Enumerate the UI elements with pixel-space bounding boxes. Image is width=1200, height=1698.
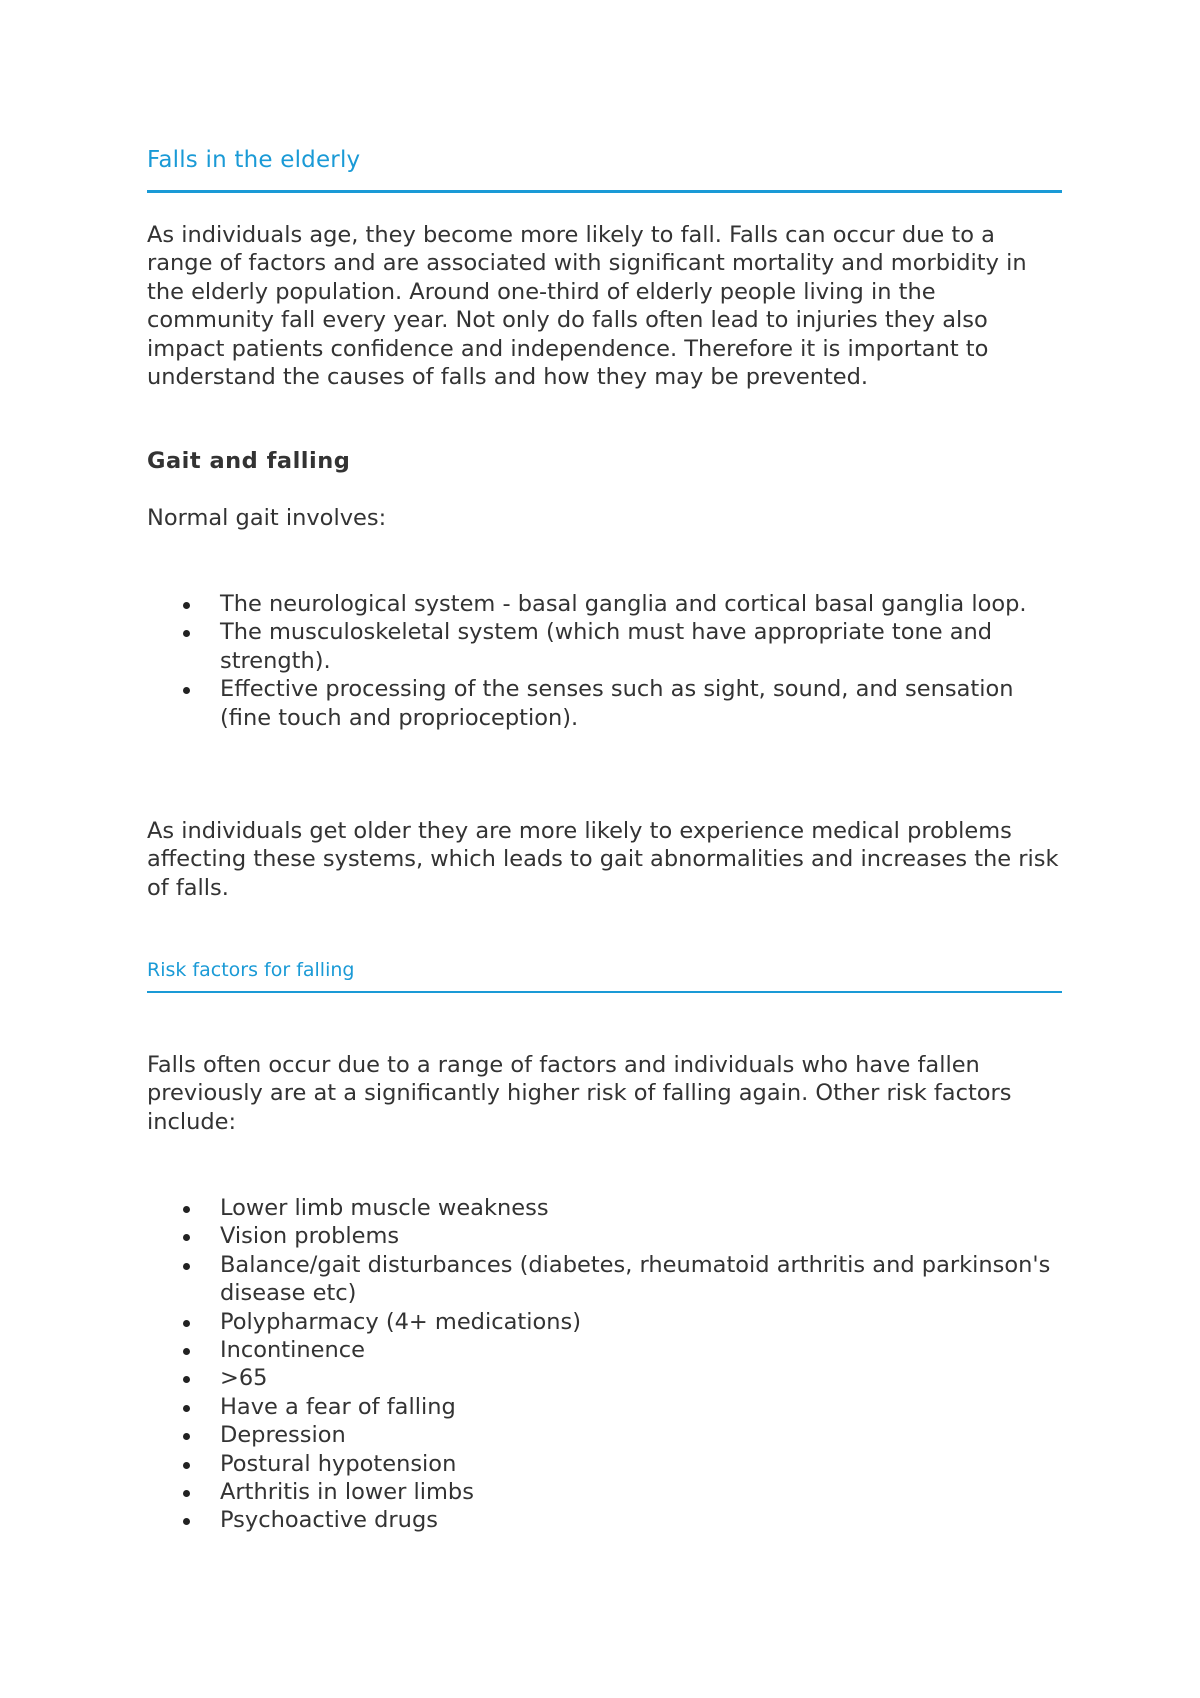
list-item-text: The neurological system - basal ganglia and cortical basal ganglia loop. <box>220 591 1027 617</box>
bullet-icon <box>183 602 190 609</box>
bullet-icon <box>183 1234 190 1241</box>
list-item <box>147 1251 1070 1308</box>
bullet-icon <box>183 1490 190 1497</box>
intro-paragraph: As individuals age, they become more likely to fall. Falls can occur due to a range of factors and are associated with significant mortality and morbidity in the elderly population. Around one-third of elderly people living in the community fall every year. Not only do falls often lead to injuries they also impact patients confidence and independence. Therefore it is important to understand the causes of falls and how they may be prevented. <box>147 222 1027 391</box>
list-item-text: Depression <box>220 1422 346 1449</box>
bullet-icon <box>183 1206 190 1213</box>
list-item-text: Balance/gait disturbances (diabetes, rheumatoid arthritis and parkinson's disease etc) <box>220 1251 1051 1307</box>
risk-list <box>147 1194 1070 1535</box>
bullet-icon <box>183 630 190 637</box>
gait-outro: As individuals get older they are more likely to experience medical problems affecting these systems, which leads to gait abnormalities and increases the risk of falls. <box>147 818 1059 901</box>
list-item <box>147 1450 1070 1478</box>
bullet-icon <box>183 687 190 694</box>
list-item <box>147 590 1070 618</box>
page-title: Falls in the elderly <box>147 147 361 173</box>
list-item-text: Have a fear of falling <box>220 1393 456 1420</box>
bullet-icon <box>183 1433 190 1440</box>
list-item <box>147 1222 1070 1250</box>
list-item-text: Psychoactive drugs <box>220 1507 438 1534</box>
list-item-text: Effective processing of the senses such as sight, sound, and sensation (fine touch and proprioception). <box>220 676 1014 731</box>
bullet-icon <box>183 1348 190 1355</box>
gait-list <box>147 590 1070 732</box>
gait-heading: Gait and falling <box>147 448 351 474</box>
list-item-text: Polypharmacy (4+ medications) <box>220 1308 581 1335</box>
list-item-text: Vision problems <box>220 1223 400 1250</box>
section-divider <box>147 991 1062 993</box>
list-item <box>147 618 1070 675</box>
risk-intro: Falls often occur due to a range of factors and individuals who have fallen previously are at a significantly higher risk of falling again. Other risk factors include: <box>147 1052 1012 1135</box>
list-item <box>147 1194 1070 1222</box>
list-item-text: Lower limb muscle weakness <box>220 1195 549 1221</box>
list-item-text: The musculoskeletal system (which must have appropriate tone and strength). <box>220 619 993 674</box>
list-item <box>147 1364 1070 1392</box>
bullet-icon <box>183 1462 190 1469</box>
list-item <box>147 1421 1070 1449</box>
bullet-icon <box>183 1405 190 1412</box>
bullet-icon <box>183 1376 190 1383</box>
gait-intro: Normal gait involves: <box>147 505 387 531</box>
list-item-text: Arthritis in lower limbs <box>220 1479 474 1506</box>
list-item <box>147 1308 1070 1336</box>
list-item-text: Postural hypotension <box>220 1450 457 1477</box>
title-divider <box>147 190 1062 193</box>
list-item <box>147 1393 1070 1421</box>
list-item <box>147 1478 1070 1506</box>
list-item <box>147 675 1070 732</box>
list-item <box>147 1506 1070 1534</box>
list-item-text: >65 <box>220 1365 268 1392</box>
section-heading: Risk factors for falling <box>147 959 355 981</box>
bullet-icon <box>183 1263 190 1270</box>
list-item <box>147 1336 1070 1364</box>
bullet-icon <box>183 1320 190 1327</box>
list-item-text: Incontinence <box>220 1337 365 1364</box>
bullet-icon <box>183 1518 190 1525</box>
